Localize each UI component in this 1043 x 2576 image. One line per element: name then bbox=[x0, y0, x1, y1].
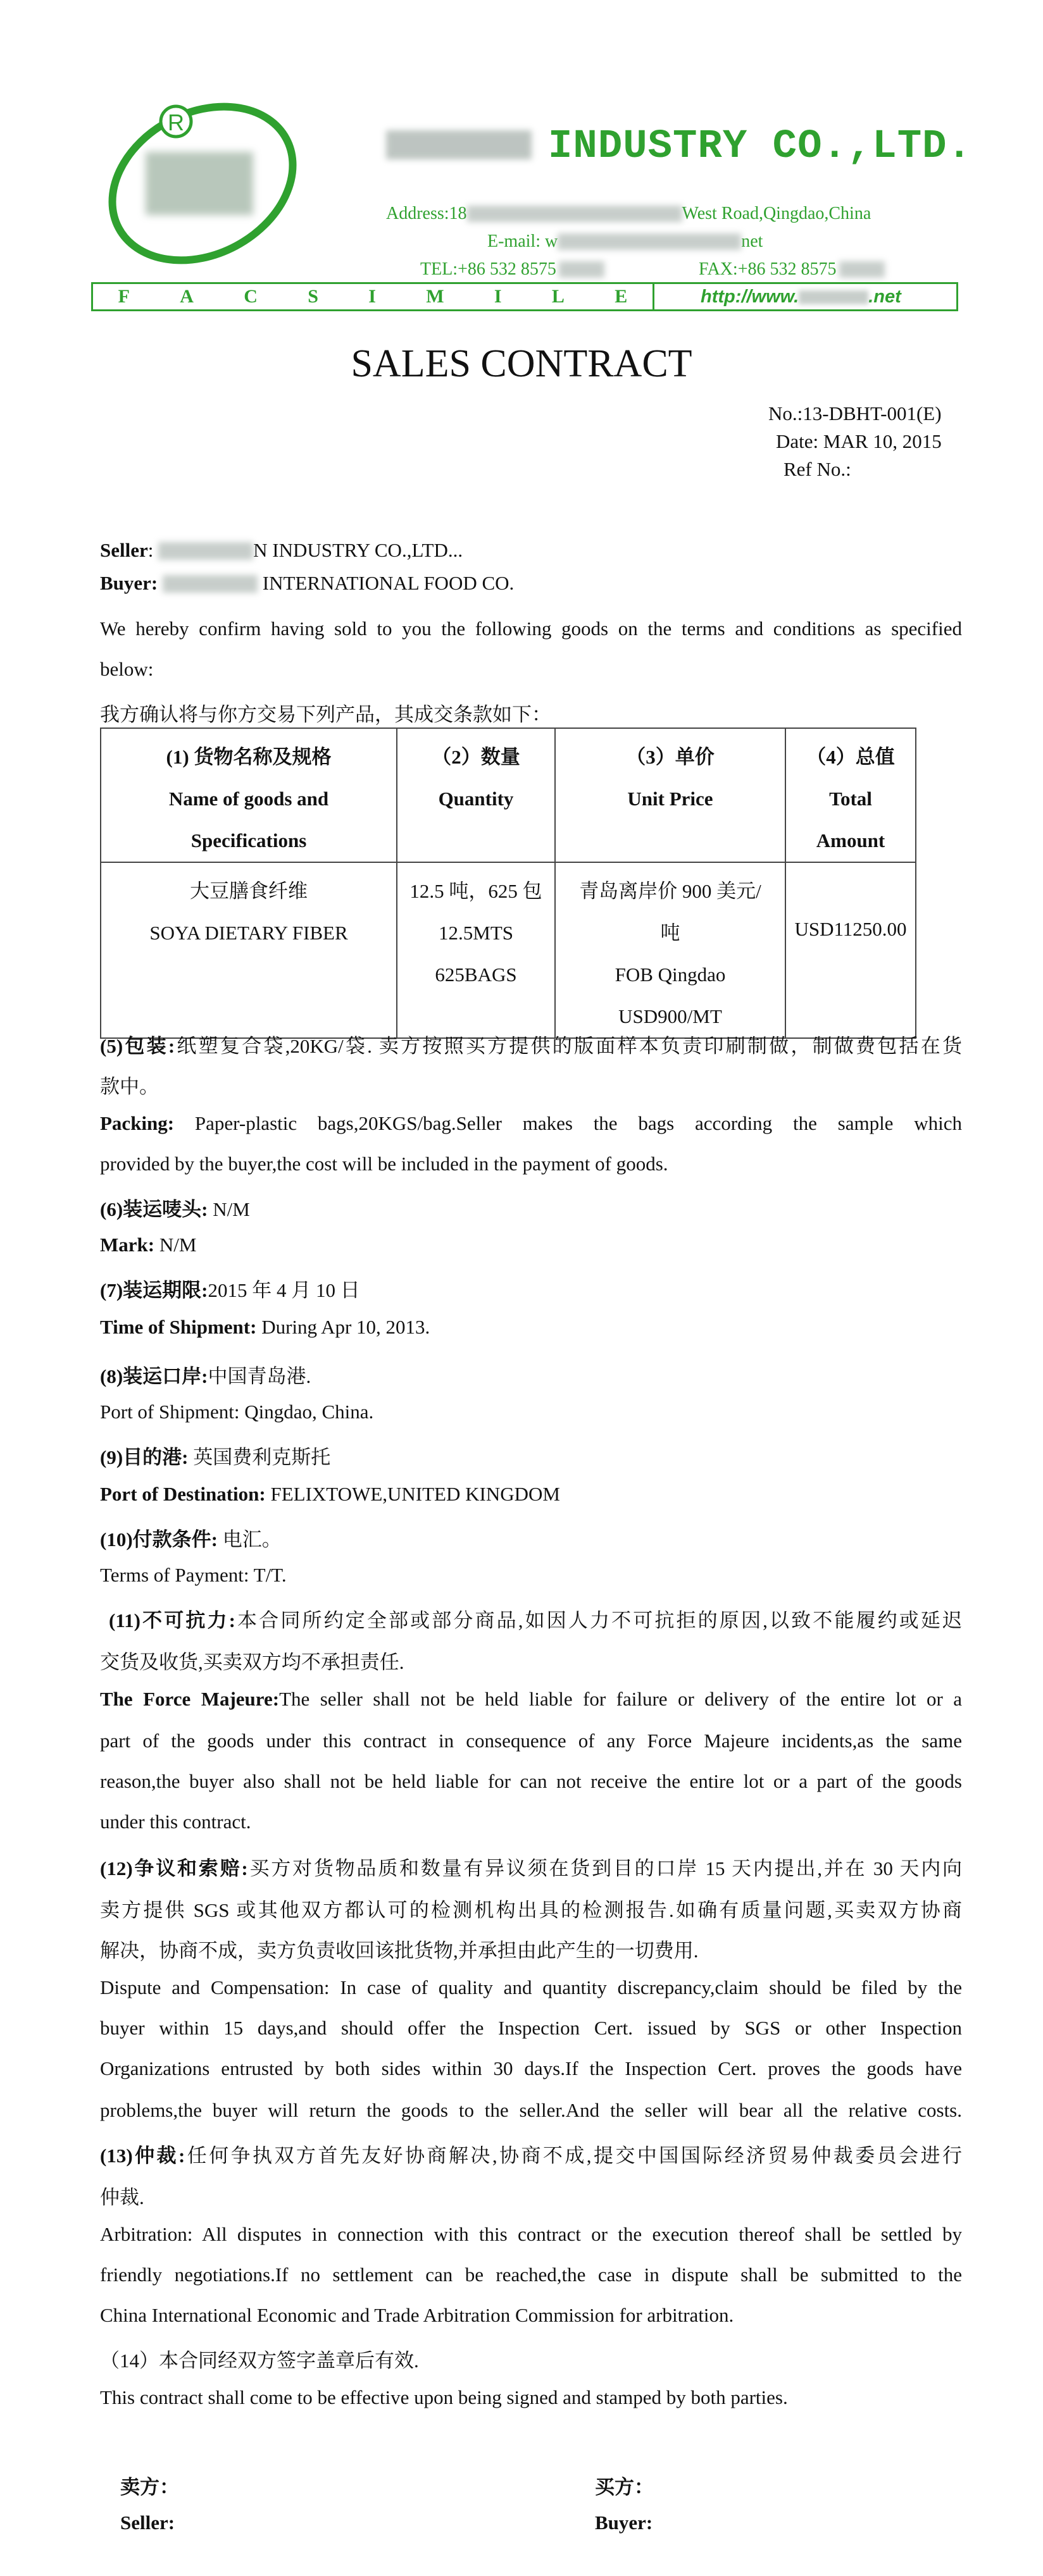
destination-cn: (9)目的港: 英国费利克斯托 bbox=[100, 1446, 331, 1468]
contract-number: No.:13-DBHT-001(E) bbox=[768, 402, 942, 424]
facsimile-letters bbox=[93, 284, 653, 309]
company-logo bbox=[95, 89, 310, 272]
table-row bbox=[101, 862, 916, 1038]
redacted-tel bbox=[559, 261, 604, 278]
redacted-address bbox=[467, 206, 682, 222]
email-line: E-mail: w net bbox=[487, 232, 763, 251]
facsimile-letter: A bbox=[180, 286, 194, 307]
effective-cn: （14）本合同经双方签字盖章后有效. bbox=[100, 2350, 419, 2372]
dispute-en-line4: problems,the buyer will return the goods to the seller.And the seller will bear all the relative costs. bbox=[100, 2099, 962, 2121]
arbitration-en-line2: friendly negotiations.If no settlement can be reached,the case in dispute shall be submitted to the bbox=[100, 2263, 962, 2286]
goods-table bbox=[100, 728, 916, 1039]
mark-cn: (6)装运唛头: N/M bbox=[100, 1198, 250, 1220]
facsimile-divider bbox=[653, 284, 654, 309]
cell-total-amount: USD11250.00 bbox=[785, 862, 916, 1038]
force-en-line4: under this contract. bbox=[100, 1811, 251, 1833]
cell-quantity: 12.5 吨，625 包 12.5MTS 625BAGS bbox=[397, 862, 555, 1038]
port-en: Port of Shipment: Qingdao, China. bbox=[100, 1401, 374, 1423]
redacted-email bbox=[558, 233, 741, 250]
seller-signature-cn: 卖方： bbox=[120, 2476, 179, 2498]
redacted-company-word bbox=[386, 130, 532, 159]
dispute-cn-line1: (12)争议和索赔:买方对货物品质和数量有异议须在货到目的口岸 15 天内提出,并在 30 天内向 bbox=[100, 1857, 962, 1879]
header-goods: (1) 货物名称及规格 Name of goods and Specifications bbox=[101, 728, 397, 862]
buyer-signature-en: Buyer: bbox=[595, 2511, 653, 2534]
contract-date: Date: MAR 10, 2015 bbox=[776, 430, 942, 452]
facsimile-letter: C bbox=[244, 286, 258, 307]
logo-redacted-block bbox=[146, 152, 253, 215]
facsimile-letter: I bbox=[494, 286, 502, 307]
destination-en: Port of Destination: FELIXTOWE,UNITED KINGDOM bbox=[100, 1483, 560, 1505]
dispute-en-line3: Organizations entrusted by both sides within 30 days.If the Inspection Cert. proves the goods have bbox=[100, 2057, 962, 2079]
arbitration-cn-line1: (13)仲裁:任何争执双方首先友好协商解决,协商不成,提交中国国际经济贸易仲裁委员会进行 bbox=[100, 2145, 962, 2167]
buyer-signature-cn: 买方： bbox=[595, 2476, 654, 2498]
contract-title: SALES CONTRACT bbox=[351, 342, 692, 385]
header-quantity: （2）数量 Quantity bbox=[397, 728, 555, 862]
dispute-en-line2: buyer within 15 days,and should offer the Inspection Cert. issued by SGS or other Inspection bbox=[100, 2017, 962, 2039]
company-name: INDUSTRY CO.,LTD. bbox=[386, 124, 972, 170]
facsimile-letter: S bbox=[308, 286, 318, 307]
shipment-en: Time of Shipment: During Apr 10, 2013. bbox=[100, 1316, 430, 1338]
intro-en-line2: below: bbox=[100, 658, 154, 680]
website-link[interactable]: http://www. .net bbox=[701, 287, 901, 307]
header-unit-price: （3）单价 Unit Price bbox=[555, 728, 785, 862]
mark-en: Mark: N/M bbox=[100, 1234, 197, 1256]
packing-en-line2: provided by the buyer,the cost will be included in the payment of goods. bbox=[100, 1153, 668, 1175]
force-en-line1: The Force Majeure:The seller shall not be held liable for failure or delivery of the entire lot or a bbox=[100, 1688, 962, 1710]
logo-registered-mark: R bbox=[168, 109, 184, 135]
shipment-cn: (7)装运期限:2015 年 4 月 10 日 bbox=[100, 1279, 360, 1301]
table-header-row bbox=[101, 728, 916, 862]
redacted-fax bbox=[839, 261, 885, 278]
facsimile-letter: L bbox=[551, 286, 565, 307]
facsimile-letter: M bbox=[426, 286, 444, 307]
header-total-amount: （4）总值 Total Amount bbox=[785, 728, 916, 862]
cell-unit-price: 青岛离岸价 900 美元/ 吨 FOB Qingdao USD900/MT bbox=[555, 862, 785, 1038]
facsimile-bar bbox=[91, 282, 958, 311]
intro-en-line1: We hereby confirm having sold to you the following goods on the terms and conditions as specified bbox=[100, 617, 962, 640]
address-line: Address:18 West Road,Qingdao,China bbox=[386, 204, 871, 223]
force-en-line2: part of the goods under this contract in consequence of any Force Majeure incidents,as the same bbox=[100, 1730, 962, 1752]
packing-en-line1: Packing: Paper-plastic bags,20KGS/bag.Seller makes the bags according the sample which bbox=[100, 1112, 962, 1134]
facsimile-letter: I bbox=[368, 286, 376, 307]
redacted-website bbox=[799, 290, 868, 304]
packing-cn-line1: (5)包装:纸塑复合袋,20KG/袋. 卖方按照买方提供的版面样本负责印刷制做，制做费包括在货 bbox=[100, 1035, 962, 1057]
arbitration-cn-line2: 仲裁. bbox=[100, 2186, 144, 2208]
contract-ref: Ref No.: bbox=[784, 458, 851, 480]
arbitration-en-line3: China International Economic and Trade Arbitration Commission for arbitration. bbox=[100, 2304, 734, 2326]
seller-signature-en: Seller: bbox=[120, 2511, 175, 2534]
seller-line: Seller: N INDUSTRY CO.,LTD... bbox=[100, 539, 463, 561]
buyer-line: Buyer: INTERNATIONAL FOOD CO. bbox=[100, 572, 515, 594]
force-cn-line2: 交货及收货,买卖双方均不承担责任. bbox=[100, 1651, 404, 1673]
port-cn: (8)装运口岸:中国青岛港. bbox=[100, 1365, 311, 1387]
facsimile-letter: E bbox=[615, 286, 628, 307]
redacted-buyer bbox=[163, 575, 258, 593]
packing-cn-line2: 款中。 bbox=[100, 1075, 159, 1098]
force-en-line3: reason,the buyer also shall not be held liable for can not receive the entire lot or a part of the goods bbox=[100, 1770, 962, 1792]
facsimile-letter: F bbox=[118, 286, 130, 307]
intro-cn: 我方确认将与你方交易下列产品，其成交条款如下： bbox=[100, 703, 551, 726]
tel-line: TEL:+86 532 8575 bbox=[420, 259, 604, 280]
effective-en: This contract shall come to be effective upon being signed and stamped by both parties. bbox=[100, 2386, 788, 2408]
cell-goods: 大豆膳食纤维 SOYA DIETARY FIBER bbox=[101, 862, 397, 1038]
redacted-seller bbox=[158, 542, 253, 560]
arbitration-en-line1: Arbitration: All disputes in connection with this contract or the execution thereof shall be settled by bbox=[100, 2223, 962, 2245]
payment-en: Terms of Payment: T/T. bbox=[100, 1564, 287, 1586]
fax-line: FAX:+86 532 8575 bbox=[699, 259, 885, 280]
payment-cn: (10)付款条件: 电汇。 bbox=[100, 1528, 282, 1551]
dispute-cn-line2: 卖方提供 SGS 或其他双方都认可的检测机构出具的检测报告.如确有质量问题,买卖双方协商 bbox=[100, 1899, 962, 1921]
dispute-cn-line3: 解决，协商不成，卖方负责收回该批货物,并承担由此产生的一切费用. bbox=[100, 1940, 699, 1962]
dispute-en-line1: Dispute and Compensation: In case of quality and quantity discrepancy,claim should be filed by the bbox=[100, 1976, 962, 1998]
force-cn-line1: (11)不可抗力:本合同所约定全部或部分商品,如因人力不可抗拒的原因,以致不能履约或延迟 bbox=[109, 1609, 962, 1632]
